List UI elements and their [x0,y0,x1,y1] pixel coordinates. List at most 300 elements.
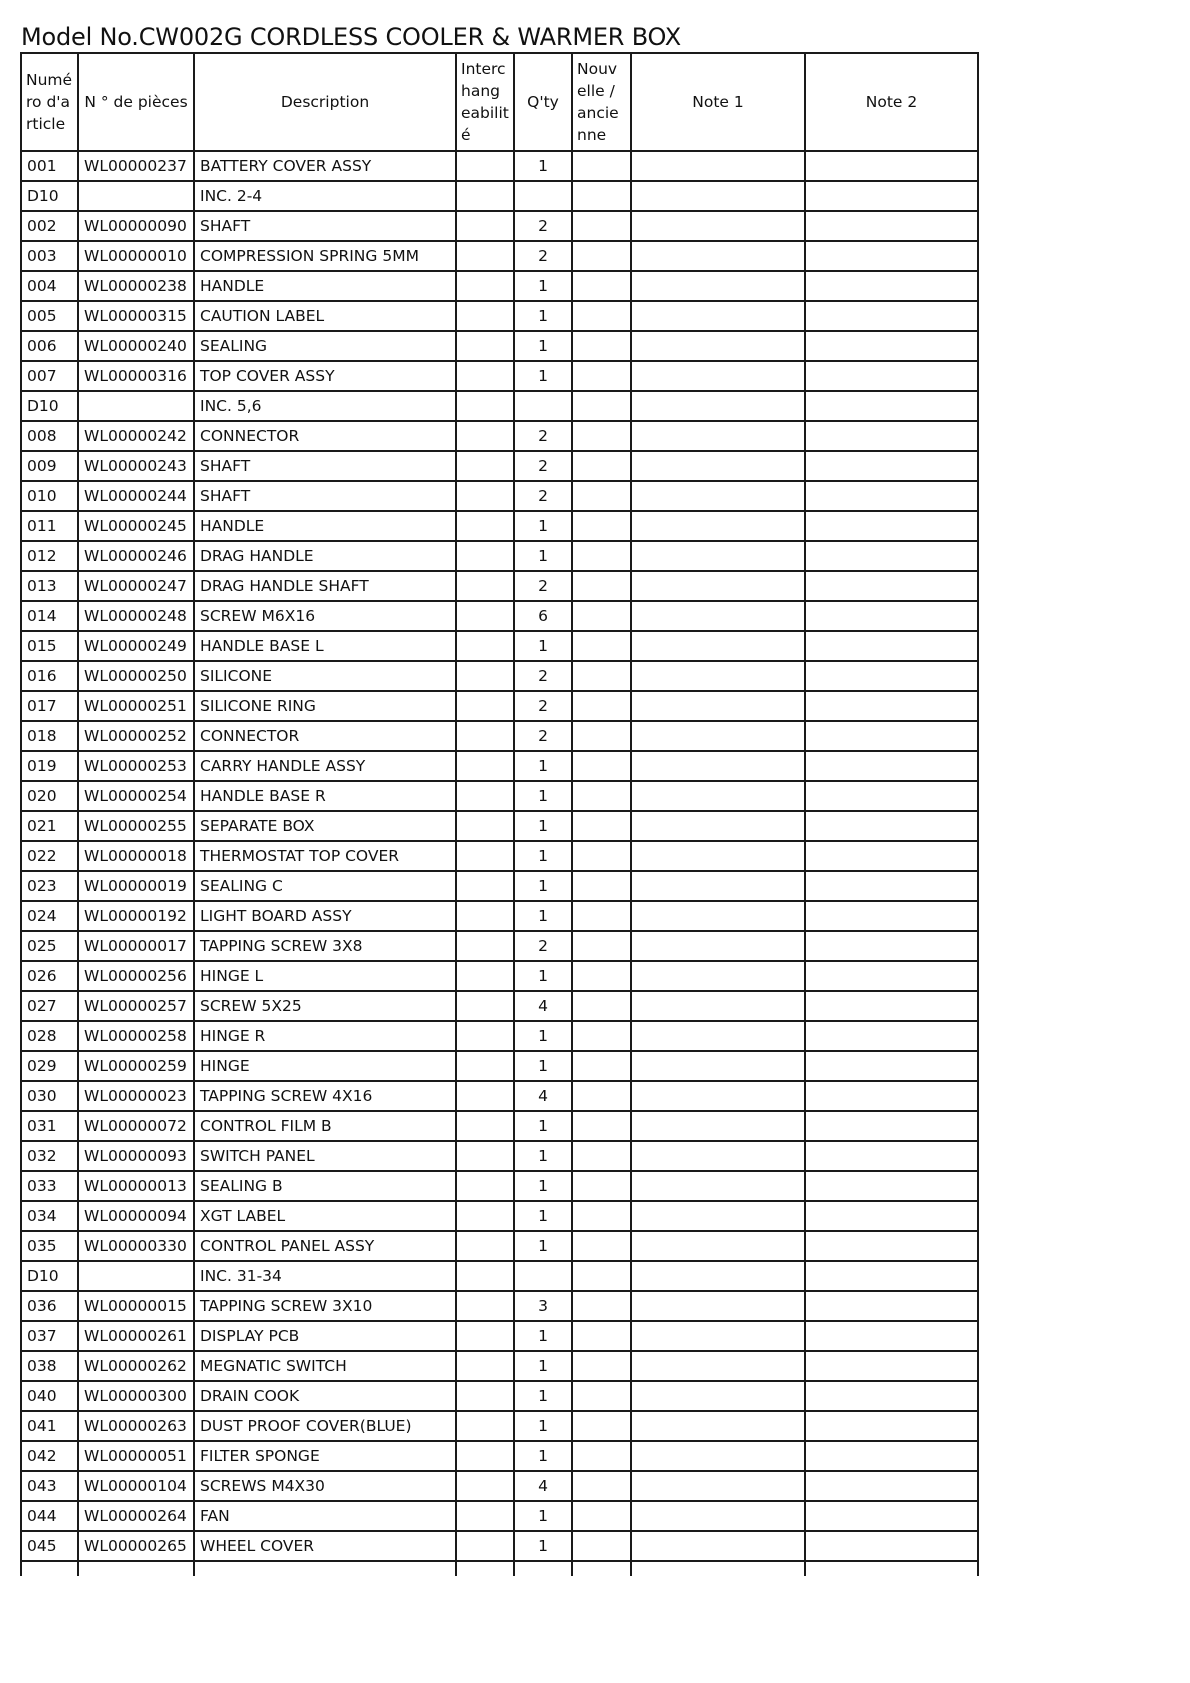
interchangeability-cell [456,511,514,541]
interchangeability-cell [456,841,514,871]
header-new-old: Nouv elle / ancie nne [572,53,631,151]
new-old-cell [572,1471,631,1501]
interchangeability-cell [456,1321,514,1351]
item-number-cell: 022 [21,841,78,871]
quantity-cell: 1 [514,301,572,331]
note-2-cell [805,1021,978,1051]
part-number-cell: WL00000256 [78,961,194,991]
item-number-cell: 043 [21,1471,78,1501]
note-1-cell [631,691,805,721]
part-number-cell: WL00000262 [78,1351,194,1381]
note-1-cell [631,271,805,301]
quantity-cell: 3 [514,1291,572,1321]
note-1-cell [631,1201,805,1231]
table-row [21,1111,978,1141]
header-description: Description [194,53,456,151]
part-number-cell: WL00000253 [78,751,194,781]
table-row [21,571,978,601]
quantity-cell: 1 [514,871,572,901]
new-old-cell [572,1111,631,1141]
note-2-cell [805,361,978,391]
interchangeability-cell [456,781,514,811]
quantity-cell: 2 [514,661,572,691]
description-cell: HINGE R [194,1021,456,1051]
new-old-cell [572,1171,631,1201]
table-row-cutoff [21,1561,978,1576]
interchangeability-cell [456,901,514,931]
item-number-cell: 035 [21,1231,78,1261]
interchangeability-cell [456,751,514,781]
item-number-cell: 040 [21,1381,78,1411]
new-old-cell [572,1081,631,1111]
description-cell: SILICONE [194,661,456,691]
interchangeability-cell [456,1291,514,1321]
item-number-cell: 025 [21,931,78,961]
new-old-cell [572,571,631,601]
table-row [21,361,978,391]
quantity-cell: 2 [514,571,572,601]
new-old-cell [572,631,631,661]
note-2-cell [805,781,978,811]
description-cell: SILICONE RING [194,691,456,721]
description-cell: TOP COVER ASSY [194,361,456,391]
interchangeability-cell [456,991,514,1021]
table-row [21,1291,978,1321]
part-number-cell: WL00000051 [78,1441,194,1471]
quantity-cell [514,181,572,211]
part-number-cell: WL00000258 [78,1021,194,1051]
quantity-cell: 1 [514,331,572,361]
item-number-cell: 001 [21,151,78,181]
quantity-cell: 1 [514,1411,572,1441]
new-old-cell [572,1531,631,1561]
description-cell: LIGHT BOARD ASSY [194,901,456,931]
quantity-cell: 1 [514,271,572,301]
new-old-cell [572,1351,631,1381]
interchangeability-cell [456,961,514,991]
part-number-cell: WL00000244 [78,481,194,511]
item-number-cell: 008 [21,421,78,451]
note-1-cell [631,1171,805,1201]
description-cell: CONTROL PANEL ASSY [194,1231,456,1261]
description-cell: SWITCH PANEL [194,1141,456,1171]
item-number-cell: 038 [21,1351,78,1381]
new-old-cell [572,871,631,901]
new-old-cell [572,661,631,691]
interchangeability-cell [456,211,514,241]
new-old-cell [572,1021,631,1051]
empty-cell [194,1561,456,1576]
part-number-cell: WL00000252 [78,721,194,751]
description-cell: SHAFT [194,451,456,481]
part-number-cell: WL00000240 [78,331,194,361]
part-number-cell: WL00000019 [78,871,194,901]
description-cell: SEALING C [194,871,456,901]
item-number-cell: 036 [21,1291,78,1321]
quantity-cell: 1 [514,631,572,661]
description-cell: HANDLE BASE R [194,781,456,811]
new-old-cell [572,721,631,751]
header-note-2: Note 2 [805,53,978,151]
note-2-cell [805,331,978,361]
note-1-cell [631,1261,805,1291]
note-1-cell [631,811,805,841]
table-row [21,961,978,991]
part-number-cell: WL00000192 [78,901,194,931]
table-row [21,751,978,781]
interchangeability-cell [456,811,514,841]
interchangeability-cell [456,1411,514,1441]
interchangeability-cell [456,571,514,601]
quantity-cell: 1 [514,1111,572,1141]
interchangeability-cell [456,1471,514,1501]
table-row [21,781,978,811]
interchangeability-cell [456,1051,514,1081]
note-2-cell [805,1321,978,1351]
header-note-1: Note 1 [631,53,805,151]
table-row [21,1411,978,1441]
note-1-cell [631,301,805,331]
interchangeability-cell [456,601,514,631]
table-row [21,1051,978,1081]
interchangeability-cell [456,691,514,721]
interchangeability-cell [456,241,514,271]
note-1-cell [631,331,805,361]
note-2-cell [805,1231,978,1261]
interchangeability-cell [456,1201,514,1231]
part-number-cell: WL00000010 [78,241,194,271]
interchangeability-cell [456,181,514,211]
new-old-cell [572,601,631,631]
interchangeability-cell [456,1501,514,1531]
new-old-cell [572,271,631,301]
part-number-cell [78,181,194,211]
table-row [21,271,978,301]
new-old-cell [572,1381,631,1411]
note-2-cell [805,1171,978,1201]
table-row [21,421,978,451]
new-old-cell [572,1321,631,1351]
table-row [21,511,978,541]
quantity-cell: 4 [514,991,572,1021]
item-number-cell: D10 [21,391,78,421]
description-cell: SHAFT [194,481,456,511]
item-number-cell: 005 [21,301,78,331]
note-2-cell [805,1411,978,1441]
empty-cell [456,1561,514,1576]
note-2-cell [805,511,978,541]
part-number-cell: WL00000261 [78,1321,194,1351]
part-number-cell: WL00000264 [78,1501,194,1531]
note-2-cell [805,661,978,691]
description-cell: SHAFT [194,211,456,241]
interchangeability-cell [456,1171,514,1201]
note-1-cell [631,751,805,781]
quantity-cell: 2 [514,451,572,481]
note-1-cell [631,181,805,211]
description-cell: TAPPING SCREW 3X10 [194,1291,456,1321]
new-old-cell [572,1441,631,1471]
note-2-cell [805,181,978,211]
interchangeability-cell [456,1351,514,1381]
new-old-cell [572,1501,631,1531]
table-row [21,871,978,901]
table-row [21,661,978,691]
description-cell: CONTROL FILM B [194,1111,456,1141]
table-row [21,1351,978,1381]
note-1-cell [631,421,805,451]
item-number-cell: 029 [21,1051,78,1081]
note-2-cell [805,1351,978,1381]
note-2-cell [805,961,978,991]
description-cell: DISPLAY PCB [194,1321,456,1351]
note-2-cell [805,1471,978,1501]
new-old-cell [572,151,631,181]
table-row [21,991,978,1021]
new-old-cell [572,991,631,1021]
part-number-cell: WL00000090 [78,211,194,241]
note-1-cell [631,901,805,931]
note-1-cell [631,661,805,691]
item-number-cell: 012 [21,541,78,571]
note-2-cell [805,151,978,181]
part-number-cell: WL00000237 [78,151,194,181]
note-2-cell [805,631,978,661]
part-number-cell: WL00000015 [78,1291,194,1321]
new-old-cell [572,1051,631,1081]
note-2-cell [805,1291,978,1321]
note-1-cell [631,1021,805,1051]
item-number-cell: 030 [21,1081,78,1111]
quantity-cell: 2 [514,931,572,961]
table-row [21,1201,978,1231]
table-row [21,481,978,511]
quantity-cell: 1 [514,361,572,391]
header-interchangeability: Interc hang eabilit é [456,53,514,151]
table-row [21,1141,978,1171]
item-number-cell: 037 [21,1321,78,1351]
quantity-cell: 1 [514,1441,572,1471]
description-cell: FAN [194,1501,456,1531]
description-cell: THERMOSTAT TOP COVER [194,841,456,871]
note-1-cell [631,961,805,991]
table-row [21,811,978,841]
quantity-cell: 1 [514,1021,572,1051]
quantity-cell: 1 [514,1501,572,1531]
table-row [21,211,978,241]
item-number-cell: 004 [21,271,78,301]
note-1-cell [631,1141,805,1171]
interchangeability-cell [456,1021,514,1051]
new-old-cell [572,1261,631,1291]
description-cell: INC. 2-4 [194,181,456,211]
part-number-cell: WL00000255 [78,811,194,841]
empty-cell [78,1561,194,1576]
note-2-cell [805,1501,978,1531]
note-2-cell [805,481,978,511]
interchangeability-cell [456,421,514,451]
description-cell: CAUTION LABEL [194,301,456,331]
interchangeability-cell [456,541,514,571]
item-number-cell: 018 [21,721,78,751]
item-number-cell: 007 [21,361,78,391]
new-old-cell [572,901,631,931]
description-cell: DRAG HANDLE SHAFT [194,571,456,601]
table-row [21,151,978,181]
note-1-cell [631,871,805,901]
description-cell: HINGE [194,1051,456,1081]
new-old-cell [572,751,631,781]
empty-cell [21,1561,78,1576]
part-number-cell: WL00000248 [78,601,194,631]
note-1-cell [631,1531,805,1561]
quantity-cell: 1 [514,781,572,811]
description-cell: INC. 31-34 [194,1261,456,1291]
note-1-cell [631,541,805,571]
note-2-cell [805,1201,978,1231]
interchangeability-cell [456,1381,514,1411]
interchangeability-cell [456,331,514,361]
description-cell: COMPRESSION SPRING 5MM [194,241,456,271]
table-row [21,391,978,421]
table-row [21,1441,978,1471]
table-row [21,301,978,331]
note-1-cell [631,721,805,751]
note-1-cell [631,991,805,1021]
description-cell: INC. 5,6 [194,391,456,421]
note-1-cell [631,1081,805,1111]
note-1-cell [631,1351,805,1381]
new-old-cell [572,691,631,721]
part-number-cell: WL00000245 [78,511,194,541]
note-1-cell [631,931,805,961]
item-number-cell: 011 [21,511,78,541]
item-number-cell: 019 [21,751,78,781]
note-2-cell [805,841,978,871]
note-1-cell [631,361,805,391]
note-1-cell [631,151,805,181]
table-row [21,1021,978,1051]
interchangeability-cell [456,151,514,181]
note-1-cell [631,1111,805,1141]
note-1-cell [631,1411,805,1441]
interchangeability-cell [456,1111,514,1141]
item-number-cell: D10 [21,181,78,211]
note-2-cell [805,1051,978,1081]
quantity-cell: 4 [514,1471,572,1501]
note-2-cell [805,301,978,331]
table-row [21,1321,978,1351]
note-2-cell [805,931,978,961]
item-number-cell: 021 [21,811,78,841]
note-2-cell [805,241,978,271]
new-old-cell [572,301,631,331]
note-2-cell [805,601,978,631]
new-old-cell [572,481,631,511]
quantity-cell: 1 [514,901,572,931]
note-1-cell [631,511,805,541]
note-1-cell [631,601,805,631]
description-cell: TAPPING SCREW 3X8 [194,931,456,961]
new-old-cell [572,961,631,991]
description-cell: WHEEL COVER [194,1531,456,1561]
table-row [21,1081,978,1111]
description-cell: HANDLE BASE L [194,631,456,661]
note-2-cell [805,541,978,571]
part-number-cell: WL00000247 [78,571,194,601]
item-number-cell: 002 [21,211,78,241]
new-old-cell [572,781,631,811]
note-2-cell [805,571,978,601]
item-number-cell: 003 [21,241,78,271]
interchangeability-cell [456,451,514,481]
item-number-cell: 016 [21,661,78,691]
note-1-cell [631,1381,805,1411]
empty-cell [805,1561,978,1576]
part-number-cell: WL00000018 [78,841,194,871]
note-1-cell [631,571,805,601]
note-2-cell [805,211,978,241]
note-2-cell [805,1081,978,1111]
part-number-cell: WL00000238 [78,271,194,301]
part-number-cell: WL00000251 [78,691,194,721]
part-number-cell: WL00000265 [78,1531,194,1561]
quantity-cell: 2 [514,721,572,751]
quantity-cell: 1 [514,1231,572,1261]
part-number-cell [78,391,194,421]
table-row [21,1261,978,1291]
item-number-cell: 041 [21,1411,78,1441]
table-row [21,1501,978,1531]
part-number-cell: WL00000300 [78,1381,194,1411]
description-cell: HANDLE [194,511,456,541]
part-number-cell: WL00000249 [78,631,194,661]
note-2-cell [805,901,978,931]
part-number-cell: WL00000093 [78,1141,194,1171]
quantity-cell: 1 [514,511,572,541]
note-1-cell [631,1291,805,1321]
note-1-cell [631,841,805,871]
note-2-cell [805,991,978,1021]
description-cell: FILTER SPONGE [194,1441,456,1471]
page-title: Model No.CW002G CORDLESS COOLER & WARMER BOX [21,23,681,51]
interchangeability-cell [456,481,514,511]
interchangeability-cell [456,931,514,961]
new-old-cell [572,241,631,271]
part-number-cell: WL00000316 [78,361,194,391]
new-old-cell [572,451,631,481]
table-row [21,541,978,571]
quantity-cell: 1 [514,811,572,841]
part-number-cell [78,1261,194,1291]
table-row [21,241,978,271]
description-cell: SCREW 5X25 [194,991,456,1021]
note-2-cell [805,1261,978,1291]
note-2-cell [805,271,978,301]
part-number-cell: WL00000257 [78,991,194,1021]
interchangeability-cell [456,1081,514,1111]
note-1-cell [631,451,805,481]
description-cell: CARRY HANDLE ASSY [194,751,456,781]
description-cell: HINGE L [194,961,456,991]
header-quantity: Q'ty [514,53,572,151]
new-old-cell [572,541,631,571]
item-number-cell: 017 [21,691,78,721]
interchangeability-cell [456,301,514,331]
note-1-cell [631,1231,805,1261]
table-row [21,1171,978,1201]
note-2-cell [805,1531,978,1561]
